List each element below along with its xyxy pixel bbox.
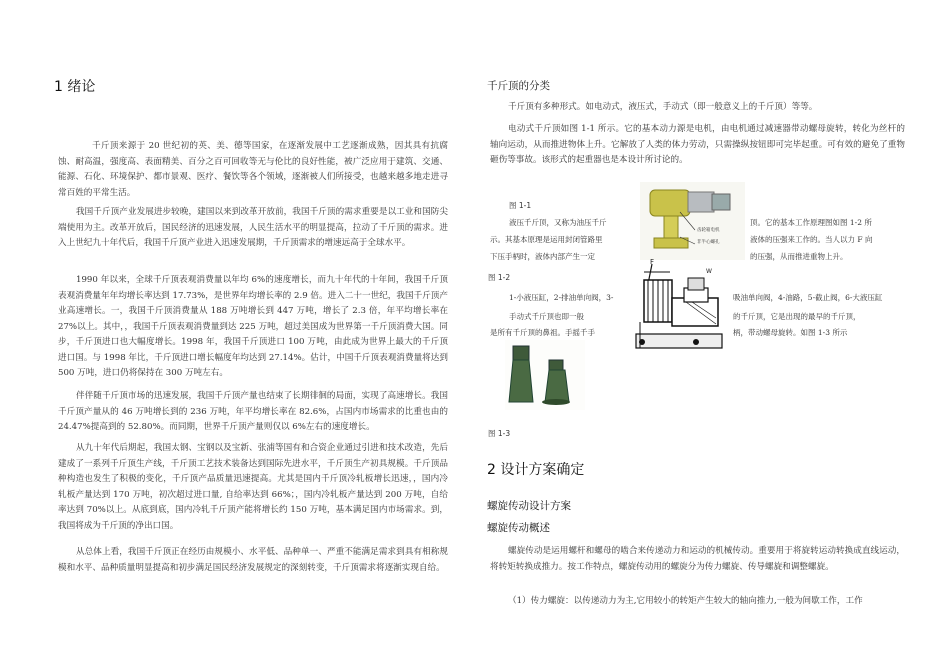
hydraulic-jack-diagram: [630, 258, 730, 358]
chapter-2-heading: 2 设计方案确定: [487, 462, 585, 478]
figure-1-2-caption: 图 1-2: [488, 273, 511, 282]
paragraph-domestic-development: 我国千斤顶产业发展进步较晚，建国以来到改革开放前，我国千斤顶的需求重要是以工业和国防尖端使用为主。改革开放后，国民经济的迅速发展，人民生活水平的明显提高，拉动了千斤顶的需求。进入上世纪九十年代后，我国千斤顶产业进入迅速发展期，千斤顶需求的增速远高于全球水平。: [58, 207, 448, 248]
chapter-1-heading: 1 绪论: [54, 79, 96, 95]
paragraph-consumption-growth: 1990 年以来，全球千斤顶表观消费量以年均 6%的速度增长，而九十年代的十年间，我国千斤顶表观消费量年年均增长率达到 17.73%，是世界年均增长率的 2.9 倍。进入二十一世纪，我国千斤顶产业高速增长。一，我国千斤顶消费量从 188 万吨增长到 447 万吨，增长了 2.3 倍，年平均增长率在 27%以上。其中，，我国千斤顶表观消费量到达 225 万吨，超过美国成为世界第一千斤顶消费大国。同步，千斤顶进口也大幅度增长。1998 年，我国千斤顶进口 100 万吨，由此成为世界上最大的千斤顶进口国。与 1998 年比，千斤顶进口增长幅度年均达到 27.14%。估计，中国千斤顶表观消费量将达到 500 万吨，进口仍将保持在 300 万吨左右。: [58, 275, 448, 378]
figure-1-3-caption: 图 1-3: [488, 429, 511, 438]
hydraulic-text-right-3: 的压强，从而推进重物上升。: [750, 252, 848, 261]
paragraph-production-growth: 伴伴随千斤顶市场的迅速发展，我国千斤顶产量也结束了长期徘徊的局面，实现了高速增长。我国千斤顶产量从的 46 万吨增长到的 236 万吨，年平均增长率在 82.6%，占国内市场需求的比重也由的 24.47%提高到的 52.80%。而同期，世界千斤顶产量则仅以 6%左右的速度增长。: [58, 391, 448, 432]
parts-legend-left: 1-小液压缸，2-排油单向阀，3-: [509, 293, 614, 302]
hydraulic-text-right-2: 液体的压强来工作的。当人以力 F 向: [750, 235, 873, 244]
paragraph-screw-transmission: 螺旋传动是运用螺杆和螺母的啮合来传递动力和运动的机械传动。重要用于将旋转运动转换成直线运动，将转矩转换成推力。按工作特点，螺旋传动用的螺旋分为传力螺旋、传导螺旋和调整螺旋。: [490, 546, 905, 572]
hydraulic-text-right-1: 顶。它的基本工作原理图如图 1-2 所: [750, 218, 872, 227]
paragraph-force-screw: （1）传力螺旋：以传递动力为主,它用较小的转矩产生较大的轴向推力,一般为间歇工作，工作: [508, 596, 863, 606]
hydraulic-text-left-3: 下压手柄时，液体内部产生一定: [490, 252, 595, 261]
figure-1-1-label-bottom: 非半心螺孔: [697, 240, 720, 245]
paragraph-types: 千斤顶有多种形式。如电动式，液压式，手动式（即一般意义上的千斤顶）等等。: [508, 102, 818, 112]
parts-legend-right: 吸油单向阀，4-油路，5-截止阀，6-大液压缸: [733, 293, 883, 302]
hydraulic-text-left-1: 液压千斤顶，又称为油压千斤: [509, 218, 607, 227]
paragraph-origin: 千斤顶来源于 20 世纪初的英、美、德等国家，在逐渐发展中工艺逐渐成熟，因其具有抗腐蚀、耐高温，强度高、表面精美、百分之百可回收等无与伦比的良好性能，被广泛应用于建筑、交通、能源、石化、环境保护、都市景观、医疗、餐饮等各个领域，逐渐被人们所接受，也越来越多地走进寻常百姓的平常生活。: [58, 141, 448, 198]
paragraph-technology-upgrade: 从九十年代后期起，我国太钢、宝钢以及宝新、张浦等国有和合资企业通过引进和技术改造，先后建成了一系列千斤顶生产线，千斤顶工艺技术装备达到国际先进水平，千斤顶生产初具规模。千斤顶品种构造也发生了积极的变化，千斤顶产品质量迅速提高。尤其是国内千斤顶冷轧板增长迅速，，国内冷轧板产量达到 170 万吨，初次超过进口量, 自给率达到 66%；，国内冷轧板产量达到 200 万吨，自给率达到 70%以上。从底到底，国内冷轧千斤顶产能将增长约 150 万吨，基本满足国内市场需求。到，我国将成为千斤顶的净出口国。: [58, 443, 448, 531]
manual-text-left-2: 是所有千斤顶的鼻祖。手摇千手: [490, 328, 595, 337]
manual-text-right-1: 的千斤顶，它是出现的最早的千斤顶，: [733, 312, 861, 321]
electric-jack-figure: [640, 182, 745, 260]
manual-text-right-2: 柄，带动螺母旋转。如图 1-3 所示: [733, 328, 848, 337]
paragraph-electric-jack: 电动式千斤顶如图 1-1 所示。它的基本动力源是电机，由电机通过减速器带动螺母旋转，转化为丝杆的轴向运动，从而推进物体上升。它解放了人类的体力劳动，只需操纵按钮即可完毕起重。可有效的避免了重物砸伤等事故。该形式的起重器也是本设计所讨论的。: [490, 124, 905, 165]
manual-jack-figure: [505, 340, 585, 410]
diagram-force-label: F: [650, 258, 655, 266]
figure-1-1-label-top: 齿轮箱电机: [697, 228, 720, 233]
subheading-screw-design: 螺旋传动设计方案: [487, 500, 571, 512]
diagram-weight-label: W: [706, 268, 712, 275]
section-title-classification: 千斤顶的分类: [487, 80, 550, 92]
manual-text-left-1: 手动式千斤顶也即一般: [509, 312, 584, 321]
paragraph-summary: 从总体上看，我国千斤顶正在经历由规模小、水平低、品种单一、严重不能满足需求到具有相称规模和水平、品种质量明显提高和初步满足国民经济发展规定的深刻转变，千斤顶需求将逐渐实现自给。: [58, 547, 448, 573]
figure-1-1-caption: 图 1-1: [509, 201, 532, 210]
subheading-screw-overview: 螺旋传动概述: [487, 522, 550, 534]
hydraulic-text-left-2: 示。其基本原理是运用封闭管路里: [490, 235, 603, 244]
